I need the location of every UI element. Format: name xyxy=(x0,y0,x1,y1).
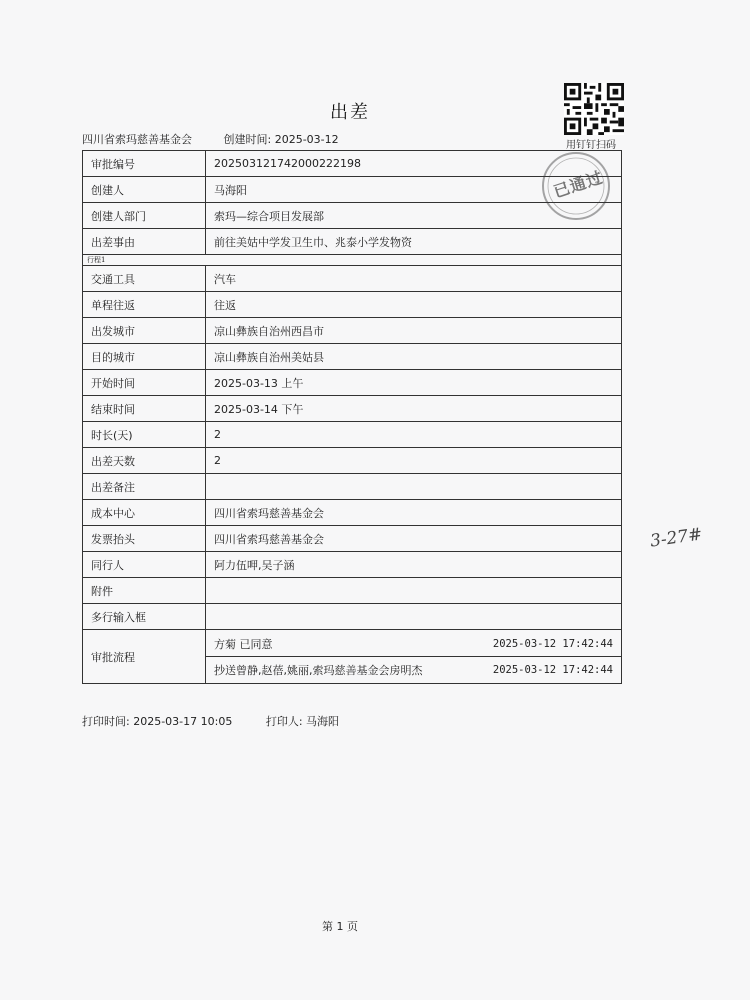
table-row xyxy=(83,578,622,604)
itinerary-section-label: 行程1 xyxy=(83,255,622,266)
printer-name: 打印人: 马海阳 xyxy=(265,715,340,728)
print-time: 打印时间: 2025-03-17 10:05 xyxy=(82,715,233,728)
approval-flow-label: 审批流程 xyxy=(83,630,206,684)
table-row xyxy=(83,370,622,396)
attachment-label: 附件 xyxy=(83,578,206,604)
table-row xyxy=(83,474,622,500)
cc-step-text: 抄送曾静,赵蓓,姚丽,索玛慈善基金会房明杰 xyxy=(214,663,423,677)
handwritten-note: 3-27# xyxy=(648,524,704,552)
invoice-title-label: 发票抬头 xyxy=(83,526,206,552)
cc-step xyxy=(214,657,613,682)
table-row xyxy=(83,500,622,526)
companions-label: 同行人 xyxy=(83,552,206,578)
page-number: 第 1 页 xyxy=(322,920,358,933)
start-time-label: 开始时间 xyxy=(83,370,206,396)
trip-days-label: 出差天数 xyxy=(83,448,206,474)
transport-label: 交通工具 xyxy=(83,266,206,292)
table-row xyxy=(83,151,622,177)
trip-type-label: 单程往返 xyxy=(83,292,206,318)
organization-name: 四川省索玛慈善基金会 xyxy=(82,133,192,146)
qr-caption: 用钉钉扫码 xyxy=(566,140,616,151)
table-row xyxy=(83,526,622,552)
start-time-value: 2025-03-13 上午 xyxy=(206,370,622,396)
approval-step-text: 方菊 已同意 xyxy=(214,637,273,651)
table-row xyxy=(83,344,622,370)
trip-days-value: 2 xyxy=(206,448,622,474)
remarks-label: 出差备注 xyxy=(83,474,206,500)
companions-value: 阿力伍呷,吴子涵 xyxy=(206,552,622,578)
table-row xyxy=(83,422,622,448)
itinerary-section-row xyxy=(83,255,622,266)
approval-no-value: 202503121742000222198 xyxy=(206,151,622,177)
qr-code-icon xyxy=(564,83,624,135)
table-row xyxy=(83,203,622,229)
creator-label: 创建人 xyxy=(83,177,206,203)
end-time-value: 2025-03-14 下午 xyxy=(206,396,622,422)
table-row xyxy=(83,396,622,422)
duration-label: 时长(天) xyxy=(83,422,206,448)
table-row xyxy=(83,630,622,684)
end-time-label: 结束时间 xyxy=(83,396,206,422)
approval-step xyxy=(214,631,613,656)
duration-value: 2 xyxy=(206,422,622,448)
approval-no-label: 审批编号 xyxy=(83,151,206,177)
approval-step-time: 2025-03-12 17:42:44 xyxy=(492,637,613,650)
cost-center-value: 四川省索玛慈善基金会 xyxy=(206,500,622,526)
table-row xyxy=(83,177,622,203)
table-row xyxy=(83,292,622,318)
document-meta xyxy=(82,131,367,147)
approved-stamp-text: 已通过 xyxy=(551,167,606,202)
table-row xyxy=(83,318,622,344)
approval-flow-cell xyxy=(206,630,622,684)
multiline-value xyxy=(206,604,622,630)
cost-center-label: 成本中心 xyxy=(83,500,206,526)
table-row xyxy=(83,266,622,292)
attachment-value xyxy=(206,578,622,604)
transport-value: 汽车 xyxy=(206,266,622,292)
invoice-title-value: 四川省索玛慈善基金会 xyxy=(206,526,622,552)
remarks-value xyxy=(206,474,622,500)
reason-value: 前往美姑中学发卫生巾、兆泰小学发物资 xyxy=(206,229,622,255)
creator-value: 马海阳 xyxy=(206,177,622,203)
department-value: 索玛—综合项目发展部 xyxy=(206,203,622,229)
department-label: 创建人部门 xyxy=(83,203,206,229)
travel-form-table xyxy=(82,150,622,684)
multiline-label: 多行输入框 xyxy=(83,604,206,630)
trip-type-value: 往返 xyxy=(206,292,622,318)
cc-step-time: 2025-03-12 17:42:44 xyxy=(492,663,613,676)
to-city-label: 目的城市 xyxy=(83,344,206,370)
table-row xyxy=(83,604,622,630)
print-info xyxy=(82,713,369,729)
page-title: 出差 xyxy=(330,102,370,123)
to-city-value: 凉山彝族自治州美姑县 xyxy=(206,344,622,370)
table-row xyxy=(83,552,622,578)
from-city-value: 凉山彝族自治州西昌市 xyxy=(206,318,622,344)
reason-label: 出差事由 xyxy=(83,229,206,255)
table-row xyxy=(83,448,622,474)
from-city-label: 出发城市 xyxy=(83,318,206,344)
created-time: 创建时间: 2025-03-12 xyxy=(223,133,339,146)
table-row xyxy=(83,229,622,255)
